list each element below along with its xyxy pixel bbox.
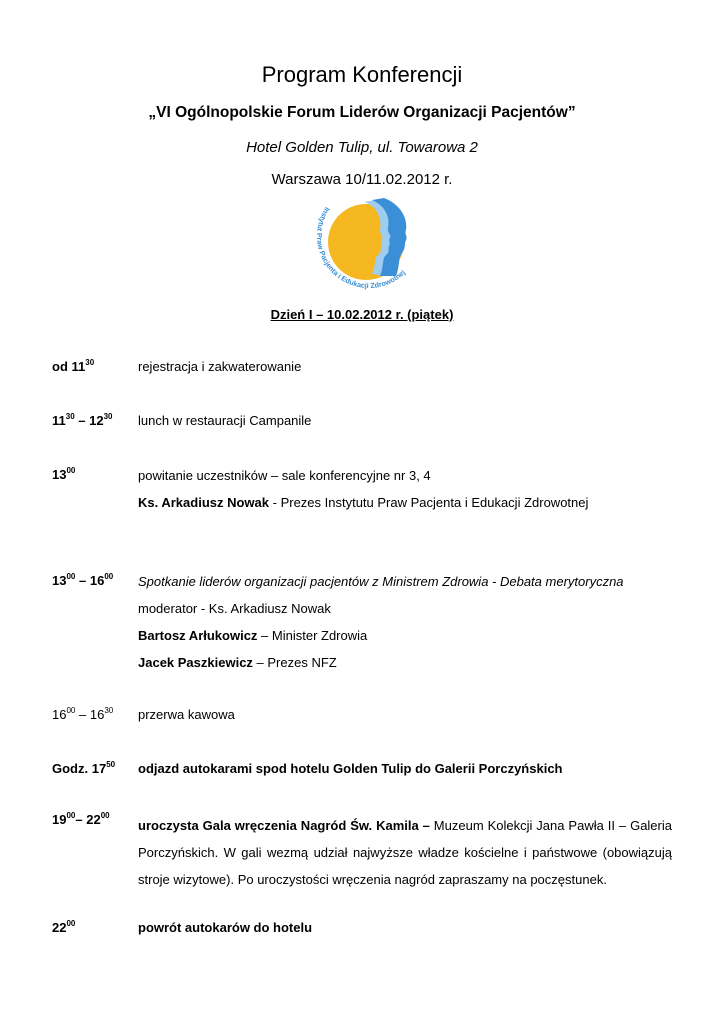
item-description: powitanie uczestników – sale konferencyjne nr 3, 4 Ks. Arkadiusz Nowak - Prezes Instytutu Praw Pacjenta i Edukacji Zdrowotnej: [138, 468, 589, 510]
participant-name: Bartosz Arłukowicz: [138, 628, 258, 643]
item-time: $13^{00} - 16^{00}$: [52, 572, 114, 588]
item-description: powrót autokarów do hotelu: [138, 920, 313, 935]
item-time: $22^{00}$: [52, 919, 76, 935]
item-time: Godz. $17^{50}$: [52, 760, 116, 776]
item-time: $19^{00}-$ $22^{00}$: [52, 811, 110, 827]
item-description: przerwa kawowa: [138, 707, 235, 722]
item-description: odjazd autokarami spod hotelu Golden Tulip do Galerii Porczyńskich: [138, 761, 563, 776]
item-description: Spotkanie liderów organizacji pacjentów z Ministrem Zdrowia - Debata merytoryczna moderator - Ks. Arkadiusz Nowak Bartosz Arłukowicz – Minister Zdrowia Jacek Paszkiewicz – Prezes NFZ: [138, 574, 624, 670]
hotel-address: Hotel Golden Tulip, ul. Towarowa 2: [246, 139, 478, 156]
item-time: $16^{00} - 16^{30}$: [52, 706, 114, 722]
participant-name: Jacek Paszkiewicz: [138, 655, 253, 670]
institute-logo: [306, 196, 420, 298]
logo-text: Instytut Praw Pacjenta i Edukacji Zdrowotnej: [314, 205, 407, 291]
item-description: lunch w restauracji Campanile: [138, 413, 312, 428]
item-time: $13^{00}$: [52, 466, 76, 482]
speaker-name: Ks. Arkadiusz Nowak: [138, 495, 270, 510]
city-date: Warszawa 10/11.02.2012 r.: [271, 171, 453, 188]
item-description: rejestracja i zakwaterowanie: [138, 359, 302, 374]
day-heading: Dzień I – 10.02.2012 r. (piątek): [270, 307, 454, 322]
item-description: uroczysta Gala wręczenia Nagród Św. Kamila – Muzeum Kolekcji Jana Pawła II – Galeria Porczyńskich. W gali wezmą udział najwyższe władze kościelne i państwowe (obowiązują stroje wizytowe). Po uroczystości wręczenia nagród zapraszamy na poczęstunek.: [138, 818, 672, 887]
page-title: Program Konferencji: [261, 62, 463, 87]
item-time: od $11^{30}$: [52, 358, 95, 374]
item-time: $11^{30} - 12^{30}$: [52, 412, 113, 428]
forum-name: „VI Ogólnopolskie Forum Liderów Organizacji Pacjentów”: [148, 104, 576, 121]
